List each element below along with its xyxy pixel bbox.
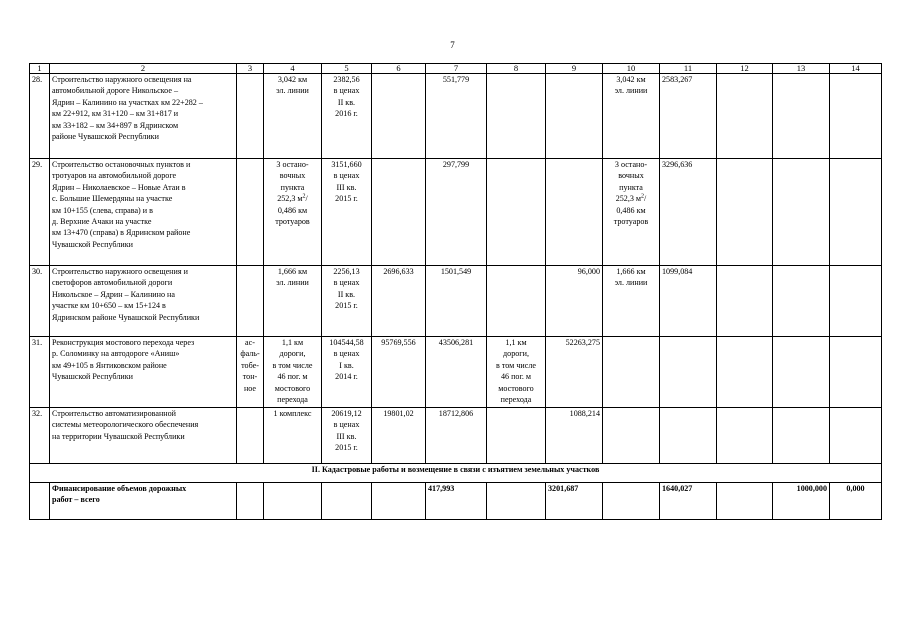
- value-col6: [372, 159, 426, 266]
- name-line: на территории Чувашской Республики: [52, 431, 185, 441]
- capacity-col10: [603, 266, 660, 337]
- pavement-type: [237, 159, 264, 266]
- value-col6: [372, 74, 426, 159]
- column-number: 13: [773, 64, 830, 74]
- value-col13: [773, 337, 830, 408]
- cell-line: I кв.: [339, 360, 354, 370]
- name-line: км 10+155 (слева, справа) и в: [52, 205, 153, 215]
- pavement-type: [237, 337, 264, 408]
- name-line: д. Верхние Ачаки на участке: [52, 217, 152, 227]
- value-col7: 297,799: [426, 159, 487, 266]
- value-col12: [717, 159, 773, 266]
- cell-line: тротуаров: [613, 217, 649, 227]
- column-number: 10: [603, 64, 660, 74]
- name-line: Чувашской Республики: [52, 239, 133, 249]
- estimated-cost: [322, 74, 372, 159]
- cell-line: 3,042 км: [616, 75, 646, 84]
- cell-line: 3 остано-: [276, 160, 309, 169]
- value-col14: [830, 408, 882, 464]
- total-col9: 3201,687: [546, 483, 603, 520]
- value-col11: [660, 337, 717, 408]
- total-col8: [487, 483, 546, 520]
- cell-line: 0,486 км: [277, 205, 308, 215]
- name-line: Строительство остановочных пунктов и: [52, 160, 191, 169]
- row-number: 29.: [30, 159, 50, 266]
- name-line: системы метеорологического обеспечения: [52, 420, 199, 430]
- value-col13: [773, 74, 830, 159]
- object-name: [50, 408, 237, 464]
- cell-line: 2016 г.: [335, 109, 358, 119]
- name-line: тротуаров на автомобильной дороге: [52, 171, 177, 181]
- value-col12: [717, 337, 773, 408]
- cell-line: в том числе: [496, 360, 536, 370]
- section-title: II. Кадастровые работы и возмещение в связи с изъятием земельных участков: [30, 464, 882, 483]
- table-row: [30, 74, 882, 159]
- name-line: автомобильной дороге Никольское –: [52, 86, 178, 96]
- cell-line: тон-: [242, 372, 258, 382]
- value-col6: 95769,556: [372, 337, 426, 408]
- cell-line: пункта: [619, 182, 643, 192]
- cell-line: 252,3 $м^2/$: [277, 193, 308, 204]
- name-line: км 22+912, км 31+120 – км 31+817 и: [52, 109, 179, 119]
- row-number: 28.: [30, 74, 50, 159]
- name-line: Ядринском районе Чувашской Республики: [52, 312, 200, 322]
- capacity-col8: [487, 337, 546, 408]
- name-line: работ – всего: [52, 495, 100, 505]
- cell-line: в ценах: [333, 171, 360, 181]
- value-col14: [830, 159, 882, 266]
- cell-line: 2382,56: [333, 75, 360, 84]
- table-row: [30, 266, 882, 337]
- cell-line: в ценах: [333, 86, 360, 96]
- cell-line: фаль-: [240, 349, 260, 359]
- cell-line: 3,042 км: [277, 75, 308, 84]
- value-col7: 18712,806: [426, 408, 487, 464]
- total-col3: [237, 483, 264, 520]
- value-col9: 52263,275: [546, 337, 603, 408]
- name-line: Ядрин – Николаевское – Новые Атаи в: [52, 182, 186, 192]
- capacity-col10: [603, 74, 660, 159]
- cell-line: 1,1 км: [505, 338, 527, 347]
- cell-line: 1 комплекс: [273, 409, 312, 418]
- cell-line: эл. линии: [614, 86, 648, 96]
- value-col11: [660, 408, 717, 464]
- value-col7: 43506,281: [426, 337, 487, 408]
- cell-line: тротуаров: [275, 217, 310, 227]
- pavement-type: [237, 408, 264, 464]
- column-number: 8: [487, 64, 546, 74]
- value-col14: [830, 266, 882, 337]
- estimated-cost: [322, 408, 372, 464]
- cell-line: 1,666 км: [616, 267, 646, 276]
- total-col12: [717, 483, 773, 520]
- capacity-col8: [487, 74, 546, 159]
- cell-line: 2014 г.: [335, 372, 358, 382]
- page-number: 7: [450, 40, 455, 50]
- total-col14: 0,000: [830, 483, 882, 520]
- total-label: [50, 483, 237, 520]
- estimated-cost: [322, 337, 372, 408]
- cell-line: ас-: [245, 338, 255, 347]
- cell-line: в ценах: [333, 349, 360, 359]
- value-col11: 3296,636: [660, 159, 717, 266]
- name-line: км 49+105 в Янтиковском районе: [52, 360, 167, 370]
- cell-line: 2256,13: [333, 267, 360, 276]
- cell-line: вочных: [618, 171, 644, 181]
- name-line: Финансирование объемов дорожных: [52, 484, 187, 493]
- capacity-col10: [603, 159, 660, 266]
- total-col7: 417,993: [426, 483, 487, 520]
- value-col11: 2583,267: [660, 74, 717, 159]
- column-number: 14: [830, 64, 882, 74]
- cell-line: в ценах: [333, 420, 360, 430]
- row-number: 32.: [30, 408, 50, 464]
- cell-line: III кв.: [336, 182, 357, 192]
- table-row: [30, 337, 882, 408]
- name-line: Строительство автоматизированной: [52, 409, 177, 418]
- total-row: [30, 483, 882, 520]
- capacity-col8: [487, 266, 546, 337]
- column-number: 9: [546, 64, 603, 74]
- pavement-type: [237, 74, 264, 159]
- cell-line: 1,666 км: [277, 267, 308, 276]
- cell-line: 2015 г.: [335, 194, 358, 204]
- value-col9: 1088,214: [546, 408, 603, 464]
- value-col14: [830, 74, 882, 159]
- cell-line: 3 остано-: [614, 160, 648, 169]
- name-line: участке км 10+650 – км 15+124 в: [52, 301, 166, 311]
- column-number: 1: [30, 64, 50, 74]
- value-col6: 2696,633: [372, 266, 426, 337]
- capacity: [264, 266, 322, 337]
- table-row: [30, 408, 882, 464]
- row-number: 31.: [30, 337, 50, 408]
- total-col4: [264, 483, 322, 520]
- cell-line: в том числе: [272, 360, 313, 370]
- column-number: 11: [660, 64, 717, 74]
- column-number: 3: [237, 64, 264, 74]
- cell-line: мостового: [498, 383, 534, 393]
- value-col13: [773, 159, 830, 266]
- pavement-type: [237, 266, 264, 337]
- column-number: 6: [372, 64, 426, 74]
- capacity: [264, 408, 322, 464]
- cell-line: III кв.: [336, 431, 357, 441]
- value-col9: 96,000: [546, 266, 603, 337]
- name-line: км 33+182 – км 34+897 в Ядринском: [52, 120, 179, 130]
- cell-line: 2015 г.: [335, 443, 358, 453]
- cell-line: тобе-: [241, 360, 259, 370]
- column-number: 4: [264, 64, 322, 74]
- name-line: Реконструкция мостового перехода через: [52, 338, 195, 347]
- section-row: [30, 464, 882, 483]
- object-name: [50, 74, 237, 159]
- estimated-cost: [322, 159, 372, 266]
- cell-line: 2015 г.: [335, 301, 358, 311]
- value-col7: 1501,549: [426, 266, 487, 337]
- cell-line: 20619,12: [331, 409, 362, 418]
- value-col9: [546, 74, 603, 159]
- cell-line: 3151,660: [331, 160, 362, 169]
- capacity: [264, 159, 322, 266]
- cell-line: перехода: [277, 395, 308, 405]
- value-col13: [773, 266, 830, 337]
- name-line: светофоров автомобильной дороги: [52, 278, 173, 288]
- name-line: районе Чувашской Республики: [52, 132, 159, 142]
- value-col12: [717, 74, 773, 159]
- cell-line: эл. линии: [276, 86, 309, 96]
- total-col5: [322, 483, 372, 520]
- name-line: Строительство наружного освещения на: [52, 75, 192, 84]
- value-col13: [773, 408, 830, 464]
- cell-line: в ценах: [333, 278, 360, 288]
- column-number-row: [30, 64, 882, 74]
- column-number: 7: [426, 64, 487, 74]
- cell-line: перехода: [500, 395, 532, 405]
- cell-line: 0,486 км: [616, 205, 646, 215]
- value-col6: 19801,02: [372, 408, 426, 464]
- cell-line: вочных: [279, 171, 306, 181]
- cell-line: II кв.: [337, 97, 356, 107]
- cell-line: мостового: [274, 383, 311, 393]
- capacity-col10: [603, 408, 660, 464]
- row-number: 30.: [30, 266, 50, 337]
- name-line: Ядрин – Калинино на участках км 22+282 –: [52, 97, 203, 107]
- object-name: [50, 337, 237, 408]
- cell-line: дороги,: [279, 349, 306, 359]
- cell-line: 104544,58: [329, 338, 364, 347]
- name-line: Строительство наружного освещения и: [52, 267, 188, 276]
- total-col11: 1640,027: [660, 483, 717, 520]
- cell-line: 1,1 км: [281, 338, 304, 347]
- column-number: 2: [50, 64, 237, 74]
- name-line: км 13+470 (справа) в Ядринском районе: [52, 228, 191, 238]
- value-col9: [546, 159, 603, 266]
- cell-line: эл. линии: [614, 278, 648, 288]
- capacity: [264, 74, 322, 159]
- total-col6: [372, 483, 426, 520]
- column-number: 12: [717, 64, 773, 74]
- row-number: [30, 483, 50, 520]
- value-col14: [830, 337, 882, 408]
- name-line: с. Большие Шемердяны на участке: [52, 194, 173, 204]
- cell-line: пункта: [280, 182, 305, 192]
- table-row: [30, 159, 882, 266]
- value-col7: 551,779: [426, 74, 487, 159]
- value-col12: [717, 266, 773, 337]
- object-name: [50, 159, 237, 266]
- cell-line: II кв.: [337, 289, 356, 299]
- cell-line: 252,3 $м^2/$: [615, 193, 647, 204]
- cell-line: ное: [243, 383, 257, 393]
- total-col13: 1000,000: [773, 483, 830, 520]
- cell-line: эл. линии: [276, 278, 309, 288]
- capacity-col8: [487, 408, 546, 464]
- capacity: [264, 337, 322, 408]
- value-col11: 1099,084: [660, 266, 717, 337]
- name-line: Никольское – Ядрин – Калинино на: [52, 289, 175, 299]
- cell-line: дороги,: [503, 349, 529, 359]
- name-line: Чувашской Республики: [52, 372, 133, 382]
- capacity-col10: [603, 337, 660, 408]
- value-col12: [717, 408, 773, 464]
- financing-table: [29, 63, 882, 520]
- cell-line: 46 пог. м: [277, 372, 308, 382]
- cell-line: 46 пог. м: [500, 372, 532, 382]
- capacity-col8: [487, 159, 546, 266]
- name-line: р. Соломинку на автодороге «Аниш»: [52, 349, 180, 359]
- total-col10: [603, 483, 660, 520]
- object-name: [50, 266, 237, 337]
- table-body: [30, 64, 882, 520]
- estimated-cost: [322, 266, 372, 337]
- column-number: 5: [322, 64, 372, 74]
